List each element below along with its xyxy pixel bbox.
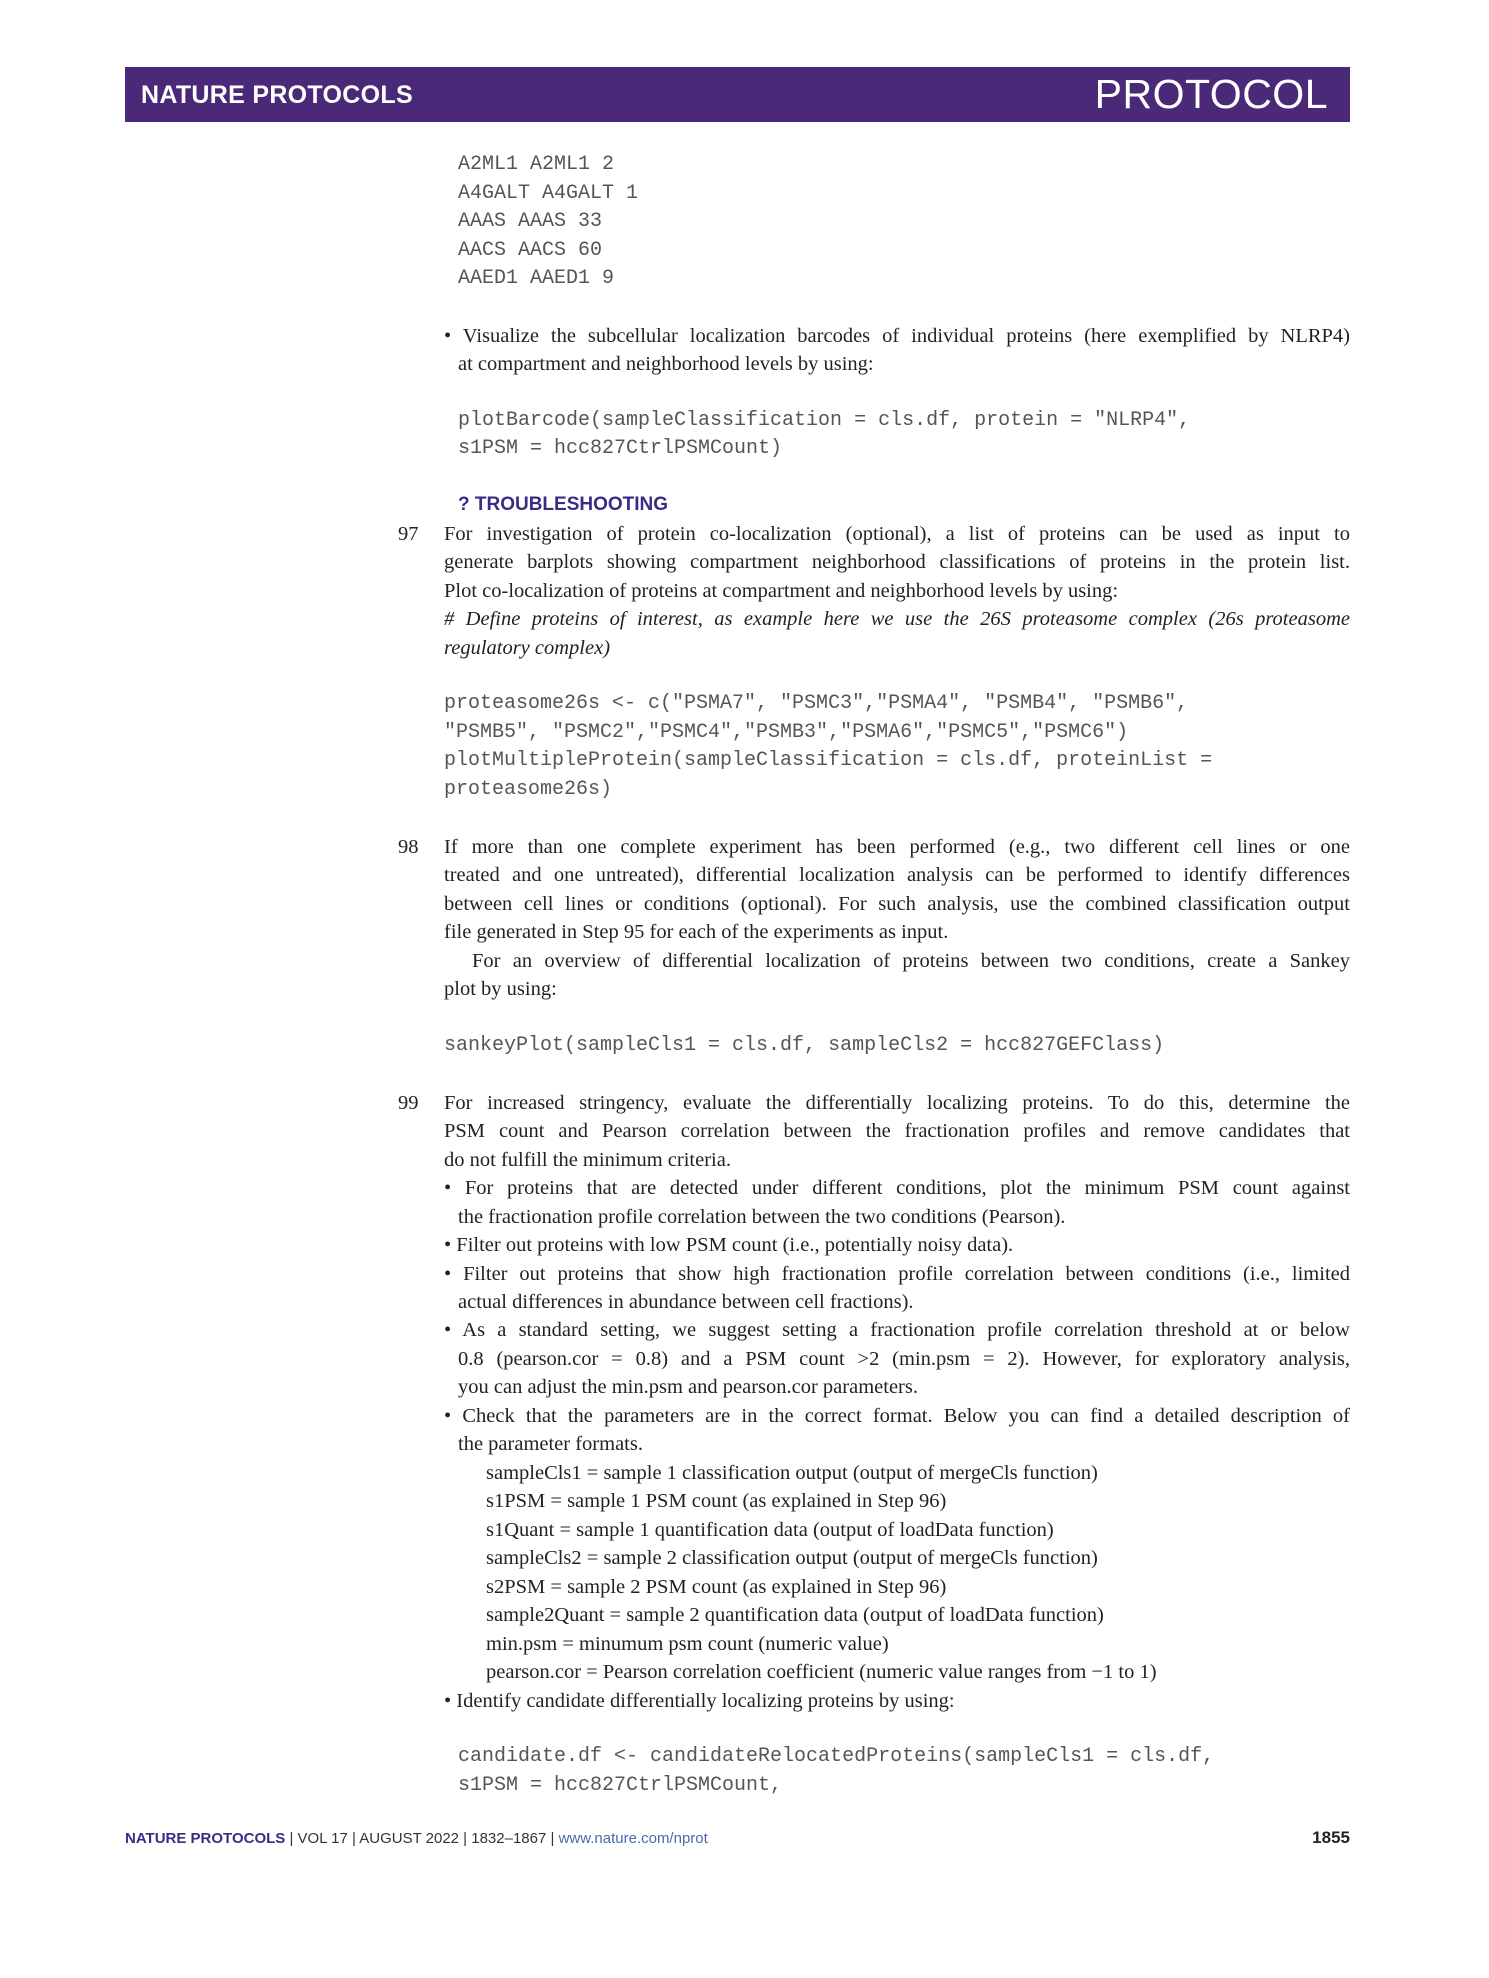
bullet-text: the parameter formats. xyxy=(458,1433,643,1455)
page-number: 1855 xyxy=(1312,1828,1350,1847)
step-text: For increased stringency, evaluate the differentially localizing proteins. To do this, determine the xyxy=(444,1092,1350,1114)
code-line: proteasome26s <- c("PSMA7", "PSMC3","PSMA4", "PSMB4", "PSMB6", xyxy=(444,692,1189,715)
journal-name: NATURE PROTOCOLS xyxy=(141,81,413,109)
troubleshooting-link[interactable]: ? TROUBLESHOOTING xyxy=(458,494,669,515)
code-line: plotMultipleProtein(sampleClassification = cls.df, proteinList = xyxy=(444,749,1213,772)
bullet-text: • For proteins that are detected under different conditions, plot the minimum PSM count against xyxy=(444,1177,1350,1199)
step-text: Plot co-localization of proteins at compartment and neighborhood levels by using: xyxy=(444,580,1119,602)
article-type: PROTOCOL xyxy=(1094,71,1328,117)
code-line: plotBarcode(sampleClassification = cls.df, protein = "NLRP4", xyxy=(458,409,1191,432)
table-row: A4GALT A4GALT 1 xyxy=(458,182,639,205)
bullet-text: • Identify candidate differentially localizing proteins by using: xyxy=(444,1690,955,1712)
code-line: candidate.df <- candidateRelocatedProteins(sampleCls1 = cls.df, xyxy=(458,1745,1215,1768)
bullet-text: at compartment and neighborhood levels by using: xyxy=(458,353,874,375)
table-row: AAAS AAAS 33 xyxy=(458,210,603,233)
code-line: "PSMB5", "PSMC2","PSMC4","PSMB3","PSMA6","PSMC5","PSMC6") xyxy=(444,721,1129,744)
code-line: s1PSM = hcc827CtrlPSMCount) xyxy=(458,437,783,460)
bullet-text: • Check that the parameters are in the correct format. Below you can find a detailed description of xyxy=(444,1405,1350,1427)
table-row: AACS AACS 60 xyxy=(458,239,603,262)
step-number: 97 xyxy=(398,523,419,545)
footer-citation: | VOL 17 | AUGUST 2022 | 1832–1867 | xyxy=(285,1830,559,1847)
bullet-text: actual differences in abundance between cell fractions). xyxy=(458,1291,914,1313)
step-text: If more than one complete experiment has been performed (e.g., two different cell lines or one xyxy=(444,836,1350,858)
step-text: file generated in Step 95 for each of the experiments as input. xyxy=(444,921,949,943)
bullet-text: • As a standard setting, we suggest setting a fractionation profile correlation threshold at or below xyxy=(444,1319,1350,1341)
code-line: s1PSM = hcc827CtrlPSMCount, xyxy=(458,1774,783,1797)
parameter-description: min.psm = minumum psm count (numeric value) xyxy=(486,1633,889,1655)
parameter-description: s2PSM = sample 2 PSM count (as explained in Step 96) xyxy=(486,1576,947,1598)
table-row: A2ML1 A2ML1 2 xyxy=(458,153,615,176)
bullet-text: • Filter out proteins with low PSM count (i.e., potentially noisy data). xyxy=(444,1234,1014,1256)
parameter-description: s1PSM = sample 1 PSM count (as explained in Step 96) xyxy=(486,1490,947,1512)
step-number: 98 xyxy=(398,836,419,858)
step-text: PSM count and Pearson correlation between the fractionation profiles and remove candidates that xyxy=(444,1120,1350,1142)
step-text: plot by using: xyxy=(444,978,557,1000)
step-number: 99 xyxy=(398,1092,419,1114)
table-row: AAED1 AAED1 9 xyxy=(458,267,615,290)
parameter-description: s1Quant = sample 1 quantification data (output of loadData function) xyxy=(486,1519,1054,1541)
journal-header-bar xyxy=(125,67,1350,122)
bullet-text: 0.8 (pearson.cor = 0.8) and a PSM count >2 (min.psm = 2). However, for exploratory analysis, xyxy=(458,1348,1350,1370)
code-comment: # Define proteins of interest, as example here we use the 26S proteasome complex (26s proteasome xyxy=(444,608,1350,630)
parameter-description: pearson.cor = Pearson correlation coefficient (numeric value ranges from −1 to 1) xyxy=(486,1661,1157,1683)
parameter-description: sampleCls1 = sample 1 classification output (output of mergeCls function) xyxy=(486,1462,1098,1484)
code-line: proteasome26s) xyxy=(444,778,613,801)
footer-url-link[interactable]: www.nature.com/nprot xyxy=(558,1830,708,1847)
step-text: For an overview of differential localization of proteins between two conditions, create a Sankey xyxy=(472,950,1350,972)
bullet-text: the fractionation profile correlation between the two conditions (Pearson). xyxy=(458,1206,1066,1228)
step-text: between cell lines or conditions (optional). For such analysis, use the combined classification output xyxy=(444,893,1350,915)
parameter-description: sampleCls2 = sample 2 classification output (output of mergeCls function) xyxy=(486,1547,1098,1569)
step-text: treated and one untreated), differential localization analysis can be performed to identify differences xyxy=(444,864,1350,886)
code-comment: regulatory complex) xyxy=(444,637,611,659)
bullet-text: • Filter out proteins that show high fractionation profile correlation between conditions (i.e., limited xyxy=(444,1263,1350,1285)
step-text: do not fulfill the minimum criteria. xyxy=(444,1149,731,1171)
step-text: generate barplots showing compartment neighborhood classifications of proteins in the protein list. xyxy=(444,551,1350,573)
code-line: sankeyPlot(sampleCls1 = cls.df, sampleCls2 = hcc827GEFClass) xyxy=(444,1034,1165,1057)
footer-journal: NATURE PROTOCOLS xyxy=(125,1830,286,1847)
bullet-text: you can adjust the min.psm and pearson.cor parameters. xyxy=(458,1376,918,1398)
page-footer xyxy=(125,1830,708,1847)
bullet-text: • Visualize the subcellular localization barcodes of individual proteins (here exemplified by NLRP4) xyxy=(444,325,1350,347)
parameter-description: sample2Quant = sample 2 quantification data (output of loadData function) xyxy=(486,1604,1104,1626)
step-text: For investigation of protein co-localization (optional), a list of proteins can be used as input to xyxy=(444,523,1350,545)
